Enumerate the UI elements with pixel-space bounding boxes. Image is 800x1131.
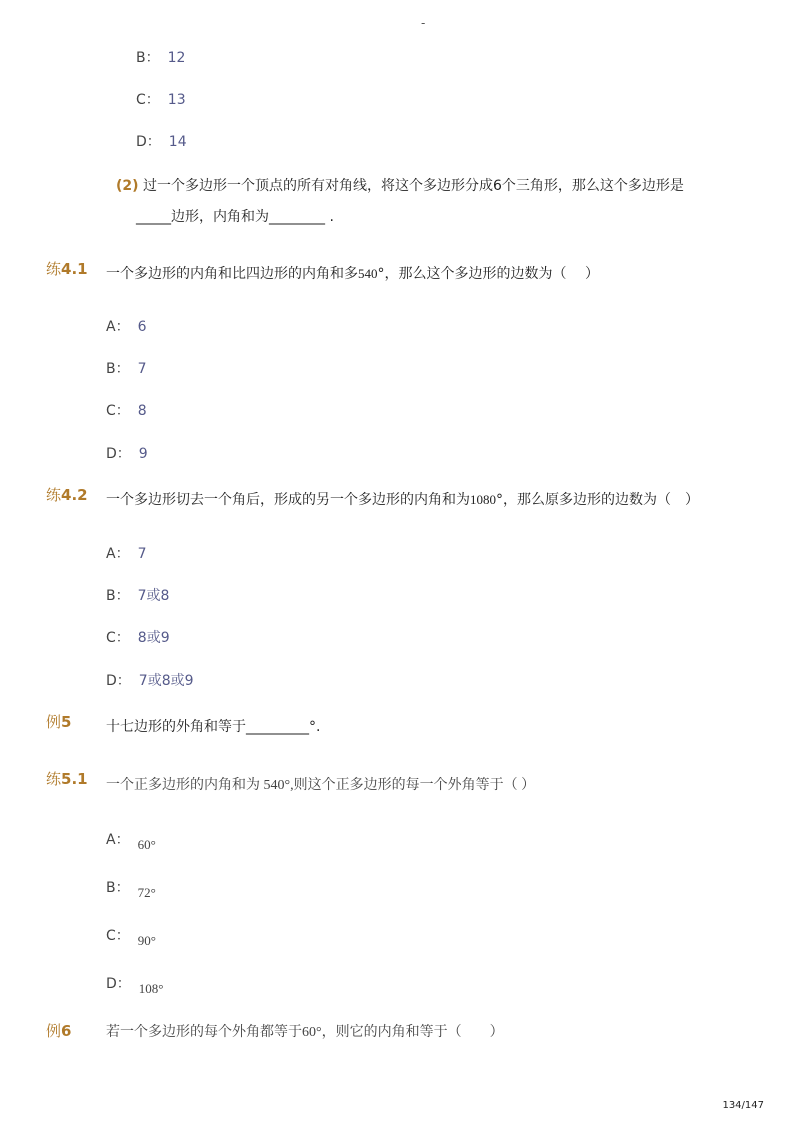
question-label-5-1 <box>46 768 88 789</box>
label-number: 6 <box>61 1022 72 1040</box>
option-letter: D： <box>106 976 131 992</box>
option-d[interactable] <box>106 443 148 463</box>
option-letter: B： <box>136 50 160 66</box>
sub-question-line2: _____边形，内角和为________ . <box>136 209 334 225</box>
option-letter: D： <box>106 673 131 689</box>
question-text-5-1: 一个正多边形的内角和为 540°,则这个正多边形的每一个外角等于（ ） <box>106 778 536 793</box>
question-text-part: °，那么这个多边形的边数为（ ） <box>377 266 599 282</box>
label-number: 4.2 <box>61 486 88 504</box>
label-number: 4.1 <box>61 260 88 278</box>
option-letter: C： <box>106 630 130 646</box>
label-prefix: 例 <box>46 1022 62 1040</box>
option-letter: A： <box>106 546 130 562</box>
option-value: 7 <box>137 361 147 377</box>
option-value: 8或9 <box>137 630 170 646</box>
question-text-part: °，那么原多边形的边数为（ ） <box>496 492 699 508</box>
option-letter: A： <box>106 319 130 335</box>
option-letter: B： <box>106 361 130 377</box>
option-letter: C： <box>106 403 130 419</box>
option-value: 72° <box>137 885 156 900</box>
question-text-4-2 <box>106 489 699 509</box>
question-text-part: 一个多边形切去一个角后，形成的另一个多边形的内角和为 <box>106 492 470 508</box>
option-letter: A： <box>106 832 130 848</box>
sub-question-line1 <box>116 175 684 195</box>
option-letter: B： <box>106 880 130 896</box>
question-label-6 <box>46 1020 71 1041</box>
question-label-5 <box>46 711 71 732</box>
option-c[interactable] <box>136 89 186 109</box>
option-value: 108° <box>138 981 164 996</box>
question-text-part: 一个多边形的内角和比四边形的内角和多 <box>106 266 358 282</box>
option-d[interactable] <box>106 670 194 690</box>
header-mark: - <box>421 16 426 30</box>
option-value: 60° <box>137 837 156 852</box>
label-number: 5.1 <box>61 770 88 788</box>
question-text-6: 若一个多边形的每个外角都等于60°，则它的内角和等于（ ） <box>106 1025 504 1040</box>
question-text-4-1 <box>106 263 599 283</box>
option-value: 90° <box>137 933 156 948</box>
option-letter: C： <box>136 92 160 108</box>
option-b[interactable] <box>106 585 169 605</box>
question-label-4-2 <box>46 484 88 505</box>
sub-question-label: (2) <box>116 178 139 194</box>
option-value: 13 <box>167 92 186 108</box>
page-number: 134/147 <box>722 1100 764 1111</box>
option-b[interactable] <box>106 877 156 900</box>
label-prefix: 练 <box>46 770 62 788</box>
option-value: 6 <box>137 319 147 335</box>
option-d[interactable] <box>136 131 187 151</box>
option-letter: D： <box>106 446 131 462</box>
option-c[interactable] <box>106 400 147 420</box>
question-number: 540 <box>358 266 378 281</box>
option-value: 9 <box>138 446 148 462</box>
option-letter: B： <box>106 588 130 604</box>
sub-question-text: 过一个多边形一个顶点的所有对角线，将这个多边形分成6个三角形，那么这个多边形是 <box>143 178 684 194</box>
question-number: 1080 <box>470 492 496 507</box>
option-d[interactable] <box>106 973 164 996</box>
label-prefix: 练 <box>46 486 62 504</box>
label-prefix: 练 <box>46 260 62 278</box>
option-b[interactable] <box>106 358 147 378</box>
question-label-4-1 <box>46 258 88 279</box>
option-value: 14 <box>168 134 187 150</box>
label-prefix: 例 <box>46 713 62 731</box>
option-a[interactable] <box>106 543 147 563</box>
option-value: 7或8或9 <box>138 673 194 689</box>
option-value: 7 <box>137 546 147 562</box>
option-c[interactable] <box>106 925 156 948</box>
option-letter: C： <box>106 928 130 944</box>
option-value: 12 <box>167 50 186 66</box>
option-letter: D： <box>136 134 161 150</box>
question-text-5: 十七边形的外角和等于_________°. <box>106 719 321 735</box>
option-b[interactable] <box>136 47 185 67</box>
option-value: 8 <box>137 403 147 419</box>
option-a[interactable] <box>106 316 147 336</box>
label-number: 5 <box>61 713 72 731</box>
option-value: 7或8 <box>137 588 170 604</box>
option-a[interactable] <box>106 829 156 852</box>
option-c[interactable] <box>106 627 170 647</box>
